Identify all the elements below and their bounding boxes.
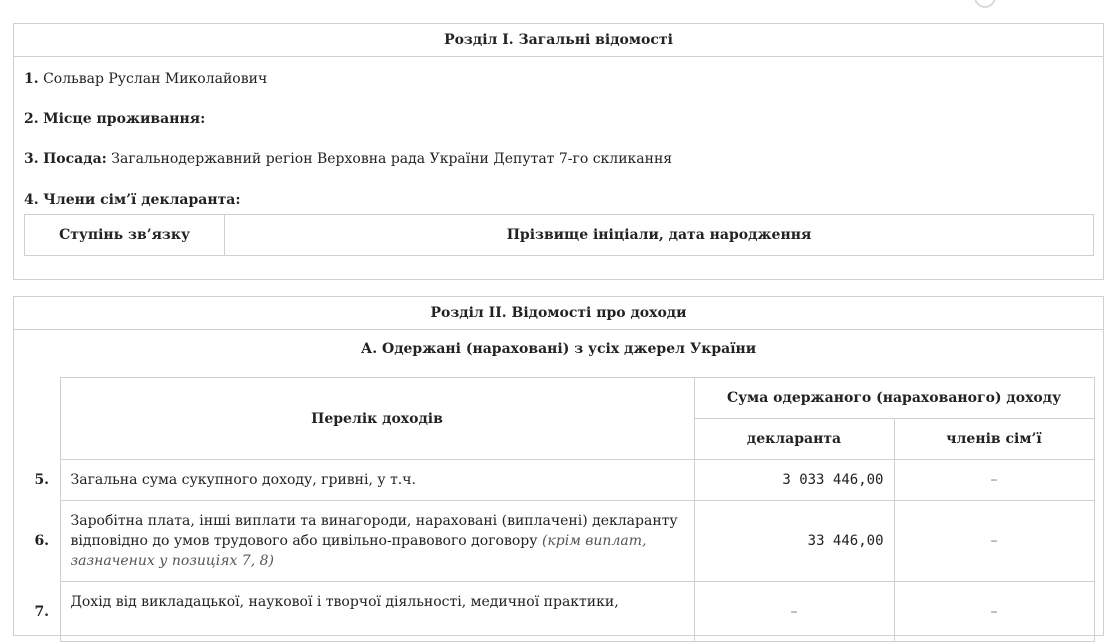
column-header-declarant: декларанта bbox=[694, 419, 894, 460]
section-title: Розділ І. Загальні відомості bbox=[14, 24, 1103, 57]
field-number: 1. bbox=[24, 71, 39, 87]
field-label: Члени сім’ї декларанта: bbox=[43, 192, 241, 208]
position-value: Загальнодержавний регіон Верховна рада України Депутат 7-го скликання bbox=[111, 151, 673, 167]
section-title: Розділ ІІ. Відомості про доходи bbox=[14, 297, 1103, 330]
section-subtitle: А. Одержані (нараховані) з усіх джерел України bbox=[360, 341, 757, 357]
corner-circle-icon bbox=[974, 0, 996, 8]
field-label: Посада: bbox=[43, 151, 107, 167]
declarant-amount: 3 033 446,00 bbox=[694, 460, 894, 501]
family-amount: – bbox=[894, 582, 1094, 642]
field-position bbox=[24, 151, 672, 167]
family-members-table bbox=[24, 214, 1094, 256]
table-row bbox=[24, 582, 1094, 642]
declarant-amount: 33 446,00 bbox=[694, 501, 894, 582]
field-label: Місце проживання: bbox=[43, 111, 206, 127]
declarant-amount: – bbox=[694, 582, 894, 642]
section-income bbox=[13, 296, 1104, 636]
income-description: Загальна сума сукупного доходу, гривні, у т.ч. bbox=[60, 460, 694, 501]
family-amount: – bbox=[894, 460, 1094, 501]
field-number: 2. bbox=[24, 111, 39, 127]
column-header-income-sum: Сума одержаного (нарахованого) доходу bbox=[694, 378, 1094, 419]
field-number: 3. bbox=[24, 151, 39, 167]
declarant-name: Сольвар Руслан Миколайович bbox=[43, 71, 268, 87]
table-row bbox=[24, 501, 1094, 582]
family-amount: – bbox=[894, 501, 1094, 582]
income-description: Заробітна плата, інші виплати та винагороди, нараховані (виплачені) декларанту відповідно до умов трудового або цивільно-правового договору (крім виплат, зазначених у позиціях 7, 8) bbox=[60, 501, 694, 582]
row-number: 6. bbox=[34, 533, 50, 549]
column-header-relation: Ступінь зв’язку bbox=[25, 215, 225, 256]
table-row bbox=[24, 460, 1094, 501]
income-note: (крім виплат, зазначених у позиціях 7, 8) bbox=[70, 533, 647, 569]
column-header-family: членів сім’ї bbox=[894, 419, 1094, 460]
income-table bbox=[24, 377, 1095, 642]
row-number: 7. bbox=[34, 603, 50, 620]
field-name bbox=[24, 71, 267, 87]
row-number: 5. bbox=[34, 472, 50, 488]
field-residence bbox=[24, 111, 205, 127]
income-description: Дохід від викладацької, наукової і творчої діяльності, медичної практики, bbox=[60, 582, 694, 642]
field-family-members bbox=[24, 192, 241, 208]
column-header-income-list: Перелік доходів bbox=[60, 378, 694, 460]
section-general-info bbox=[13, 23, 1104, 280]
column-header-name-dob: Прізвище ініціали, дата народження bbox=[225, 215, 1094, 256]
field-number: 4. bbox=[24, 192, 39, 208]
